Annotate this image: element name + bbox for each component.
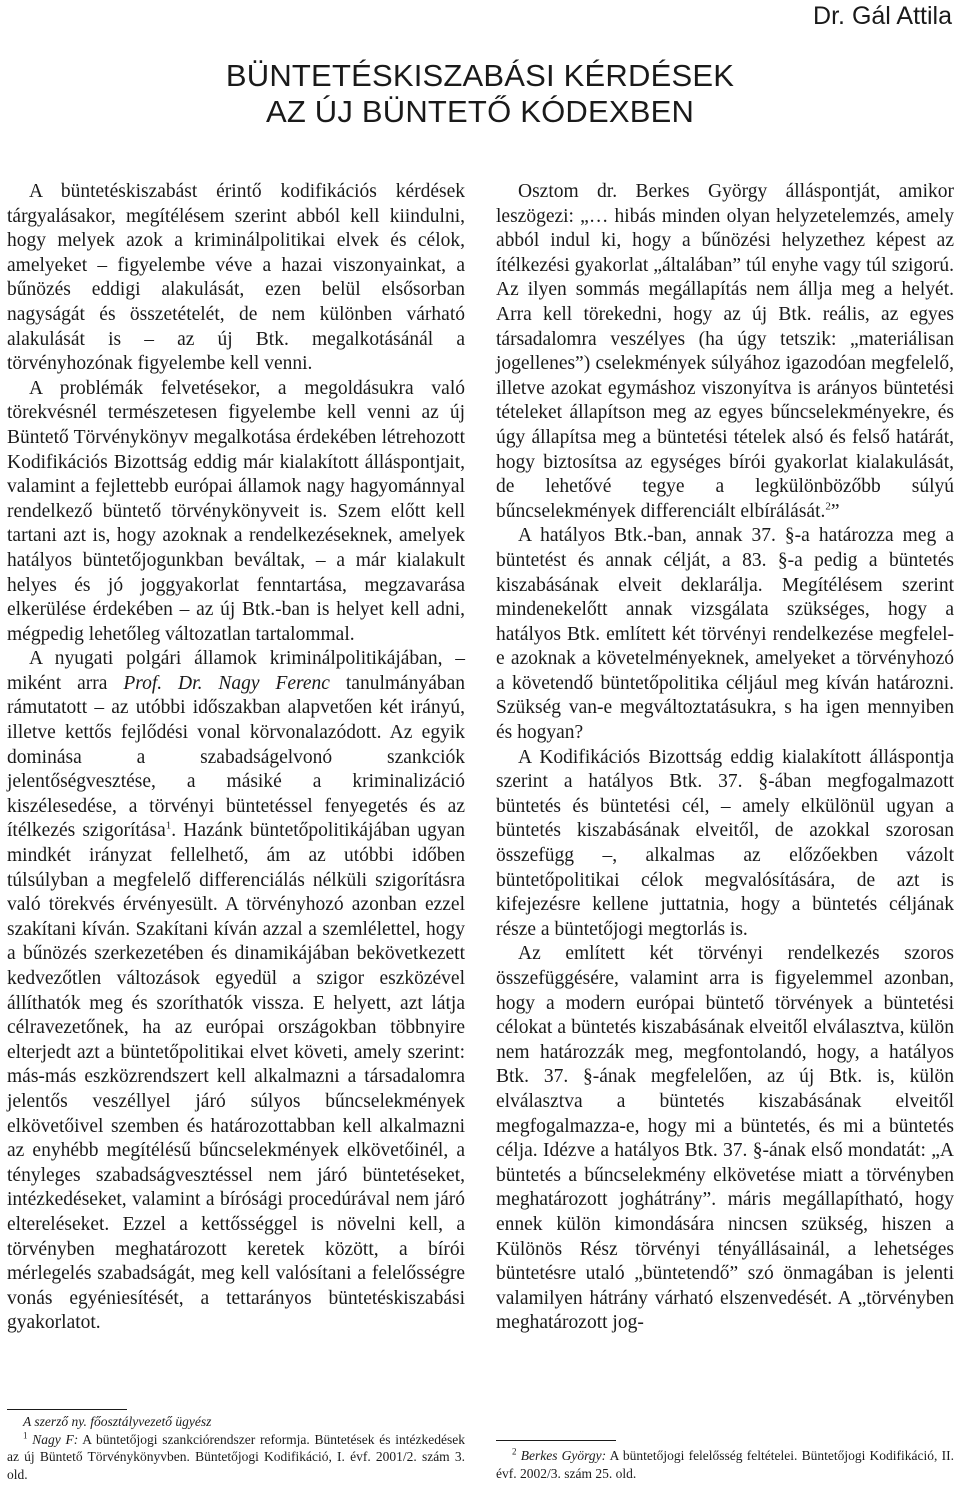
footnote-divider (496, 1440, 616, 1441)
footnote-ref-1[interactable]: 1 (165, 819, 172, 832)
footnote-2 (496, 1447, 954, 1482)
footnote-1 (7, 1431, 465, 1484)
paragraph-text: A problémák felvetésekor, a megoldásukra való törekvésnél természetesen figyelembe kell venni az új Büntető Törvénykönyv megalkotása érdekében létrehozott Kodifikációs Bizottság eddig már kialakított álláspontjait, valamint a fejlettebb európai államok nagy hagyománnyal rendelkező büntető törvénykönyveit is. Szem előtt kell tartani azt is, hogy azoknak a rendelkezéseknek, amelyek hatályos büntetőjogunkban beváltak, – a már kialakult helyes és jó joggyakorlat fenntartása, megzavarása elkerülése érdekében – az új Btk.-ban is helyet kell adni, mégpedig lehetőleg változatlan tartalommal. (7, 377, 465, 645)
footnote-author: Nagy F: (32, 1431, 79, 1447)
closing-quote: ” (830, 500, 840, 522)
author-role-text: főosztályvezető ügyész (90, 1414, 212, 1429)
footnote-divider (7, 1409, 127, 1410)
paragraph-text: . Hazánk büntetőpolitikájában ugyan mindkét irányzat fellelhető, ám az utóbbi időben túlsúlyban a megfelelő differenciálás nélküli szigorításra való törekvés érvényesült. A törvényhozó azonban ezzel szakítani kíván. Szakítani kíván azzal a szemlélettel, hogy a bűnözés szerkezetében és dinamikájában bekövetkezett kedvezőtlen változások egyedül a szigor eszközével állíthatók meg és szoríthatók vissza. E helyett, azt látja célravezetőnek, ha az európai országokban többnyire elterjedt azt a büntetőpolitikai elvet követi, amely szerint: más-más eszközrendszert kell alkalmazni a társadalomra jelentős veszéllyel járó súlyos bűncselekmények elkövetőivel szemben és határozottabban kell alkalmazni az enyhébb megítélésű bűncselekmények elkövetőinél, a tényleges szabadságvesztéssel nem járó büntetéseket, intézkedéseket, valamint a bírósági procedúrával nem járó eltereléseket. Ezzel a kettősséggel is növelni kell, a törvényben meghatározott keretek között, a bírói mérlegelés szabadságát, meg kell valósítani a felelősségre vonás egyéniesítését, a tettarányos büntetéskiszabási gyakorlatot. (7, 820, 465, 1334)
author-role-text: A szerző ny. (23, 1414, 91, 1429)
paragraph (7, 647, 465, 1336)
cited-author: Prof. Dr. Nagy Ferenc (123, 672, 330, 694)
article-title (0, 58, 960, 130)
article-title-line-1: BÜNTETÉSKISZABÁSI KÉRDÉSEK (225, 58, 735, 93)
paragraph: A Kodifikációs Bizottság eddig kialakított álláspontja szerint a hatályos Btk. 37. §-ában megfogalmazott büntetés és büntetési cél, – amely elkülönül ugyan a büntetés kiszabásának elveitől, de azokkal szorosan összefügg –, alkalmas az előzőekben vázolt büntetőpolitikai célok megvalósítására, de azt is kifejezésre kellene juttatnia, hogy a büntetés céljának része a büntetőjogi megtorlás is. (496, 746, 954, 940)
paragraph (496, 180, 954, 524)
paragraph (7, 377, 465, 648)
footnote-text: A büntetőjogi szankciórendszer reformja. Büntetések és intézkedések az új Büntető Törvénykönyvben. Büntetőjogi Kodifikáció, I. évf. 2001/2. szám 3. old. (7, 1431, 465, 1482)
paragraph: A büntetéskiszabást érintő kodifikációs kérdések tárgyalásakor, megítélésem szerint abból kell kiindulni, hogy melyek azok a kriminálpolitikai elvek és célok, amelyeket – figyelembe véve a hazai viszonyainkat, a bűnözés eddigi alakulását, ezen belül elsősorban nagyságát és összetételét, de nem különben várható alakulását is – az új Btk. megalkotásánál a törvényhozónak figyelembe kell venni. (7, 181, 465, 375)
footnotes-left (7, 1413, 465, 1483)
footnote-author: Berkes György: (520, 1448, 607, 1463)
paragraph-text: tanulmányában rámutatott – az utóbbi időszakban alapvetően két irányú, illetve kettős fejlődési vonal körvonalazódott. Az egyik dominása a szabadságelvonó szankciók jelentőségvesztése, a másiké a kriminalizáció kiszélesedése, a törvényi büntetéssel fenyegetés és az ítélkezés szigorítása (7, 672, 466, 842)
footnote-number: 2 (512, 1446, 517, 1457)
paragraph-text: Osztom dr. Berkes György álláspontját, amikor leszögezi: „… hibás minden olyan helyzetelemzés, amely abból indul ki, hogy a bűnözési helyzethez képest az ítélkezési gyakorlat „általában” túl enyhe vagy túl szigorú. Az ilyen sommás megállapítás nem állja meg a helyét. Arra kell törekedni, hogy az új Btk. reális, az egyes társadalomra veszélyes (ha úgy tetszik: „materiálisan jogellenes”) cselekmények súlyához igazodóan megfelelő, illetve azokat egymáshoz viszonyítva is arányos büntetési tételeket állapítson meg az egyes bűncselekményekre, és úgy állapítsa meg a büntetési tételek alsó és felső határát, hogy biztosítsa az egységes bírói gyakorlat kialakulását, de lehetővé tegye a legkülönbözőbb súlyú bűncselekmények differenciált elbírálását. (496, 181, 954, 522)
footnote-number: 1 (23, 1430, 28, 1440)
paragraph: A hatályos Btk.-ban, annak 37. §-a határozza meg a büntetést és annak célját, a 83. §-a pedig a büntetés kiszabásának elveit deklarálja. Megítélésem szerint mindenekelőtt annak vizsgálata szükséges, hogy a hatályos Btk. említett két törvényi rendelkezése megfelel-e azoknak a követelményeknek, amelyeket a törvényhozó a követendő büntetőpolitika céljául meg kíván határozni. Szükség van-e megváltoztatásukra, s ha igen mennyiben és hogyan? (496, 525, 954, 744)
footnote-text: A büntetőjogi felelősség feltételei. Büntetőjogi Kodifikáció, II. évf. 2002/3. szám 25. old. (496, 1448, 954, 1481)
left-column (7, 180, 465, 1336)
paragraph: Az említett két törvényi rendelkezés szoros összefüggésére, valamint arra is figyelemmel azonban, hogy a modern európai büntető törvények a büntetési célokat a büntetés kiszabásának elveitől elválasztva, külön nem határozzák meg, megfontolandó, hogy, a hatályos Btk. 37. §-ának megfelelően, az új Btk. is, külön elválasztva a büntetés kiszabásának elveitől megfogalmazza-e, hogy mi a büntetés, és mi a büntetés célja. Idézve a hatályos Btk. 37. §-ának első mondatát: „A büntetés a bűncselekmény elkövetése miatt a törvényben meghatározott joghátrány”. máris megállapítható, hogy ennek külön kimondására nincsen szükség, hiszen a Különös Rész törvényi tényállásainál, a lehetséges büntetésre utaló „büntetendő” szó önmagában is jelenti valamilyen hátrány várható elszenvedését. A „törvényben meghatározott jog- (496, 943, 954, 1334)
paragraph-text: A nyugati polgári államok kriminálpolitikájában, – miként arra (7, 648, 465, 694)
right-column (496, 180, 954, 1336)
author-name: Dr. Gál Attila (813, 2, 952, 30)
article-title-line-2: AZ ÚJ BÜNTETŐ KÓDEXBEN (265, 94, 695, 129)
footnotes-right (496, 1447, 954, 1482)
author-role (7, 1413, 465, 1431)
footnote-ref-2[interactable]: 2 (825, 500, 831, 513)
